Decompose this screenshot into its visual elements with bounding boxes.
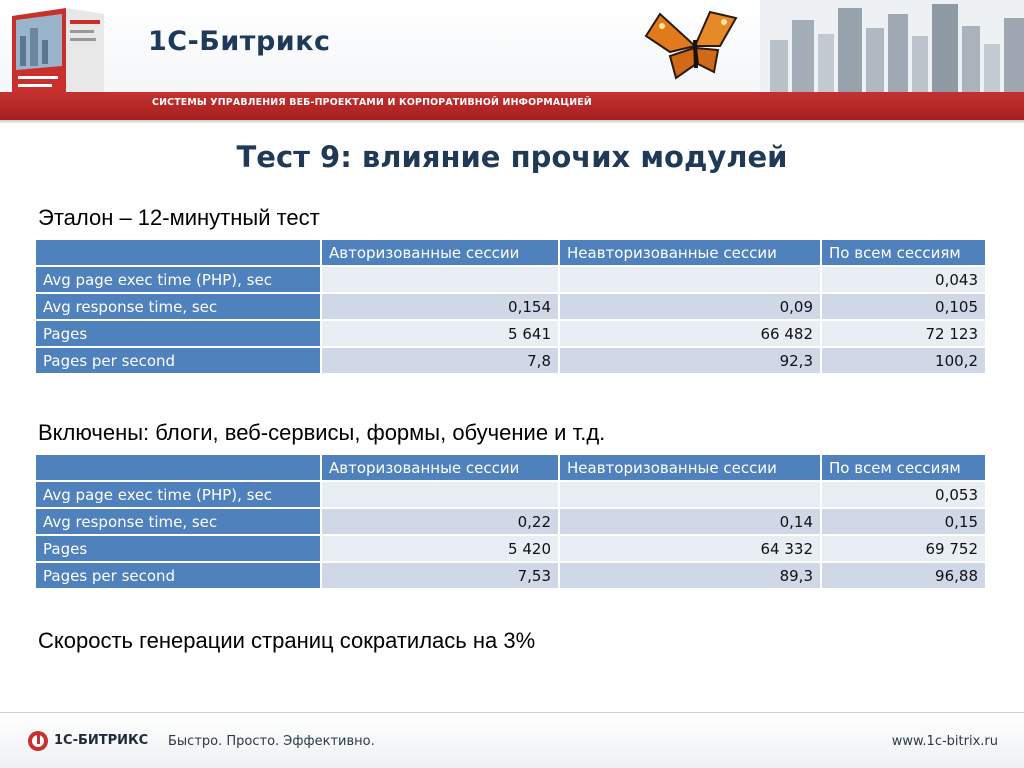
column-header: Авторизованные сессии [322, 240, 560, 267]
table-row [36, 348, 987, 375]
section1-caption: Эталон – 12-минутный тест [38, 205, 320, 230]
table-cell: 89,3 [560, 563, 822, 590]
table-cell: 100,2 [822, 348, 987, 375]
table-cell: 66 482 [560, 321, 822, 348]
table-cell: 0,15 [822, 509, 987, 536]
table-cell: 96,88 [822, 563, 987, 590]
footer-brand: 1С-БИТРИКС [54, 733, 149, 748]
table-cell: 92,3 [560, 348, 822, 375]
slide-title: Тест 9: влияние прочих модулей [236, 140, 788, 174]
product-box-image [6, 6, 110, 92]
table-header-row [36, 455, 987, 482]
table-row [36, 267, 987, 294]
column-header: Неавторизованные сессии [560, 455, 822, 482]
column-header [36, 240, 322, 267]
butterfly-image [640, 6, 750, 86]
table-cell: 5 641 [322, 321, 560, 348]
table-row [36, 536, 987, 563]
table-cell: 0,09 [560, 294, 822, 321]
brand-logo-text: 1С-Битрикс [148, 26, 331, 57]
bitrix-logo-icon [27, 730, 49, 752]
column-header: Авторизованные сессии [322, 455, 560, 482]
table-cell: 7,53 [322, 563, 560, 590]
footer-url-link[interactable]: www.1c-bitrix.ru [891, 734, 998, 749]
footer-bar [0, 713, 1024, 768]
table-cell: 64 332 [560, 536, 822, 563]
column-header [36, 455, 322, 482]
column-header: По всем сессиям [822, 455, 987, 482]
column-header: Неавторизованные сессии [560, 240, 822, 267]
table-row [36, 563, 987, 590]
band-shadow [0, 120, 1024, 124]
row-label: Pages [36, 321, 322, 348]
table-cell: 0,043 [822, 267, 987, 294]
table-row [36, 509, 987, 536]
table-cell: 7,8 [322, 348, 560, 375]
table-cell: 0,22 [322, 509, 560, 536]
table-cell: 0,053 [822, 482, 987, 509]
table-cell: 72 123 [822, 321, 987, 348]
row-label: Avg page exec time (PHP), sec [36, 482, 322, 509]
results-table-baseline [36, 240, 987, 375]
table-cell: 69 752 [822, 536, 987, 563]
table-cell: 0,14 [560, 509, 822, 536]
table-cell [560, 482, 822, 509]
footer-slogan: Быстро. Просто. Эффективно. [168, 734, 375, 749]
row-label: Pages per second [36, 348, 322, 375]
table-cell [322, 482, 560, 509]
header-banner [0, 0, 1024, 92]
table-row [36, 321, 987, 348]
row-label: Avg response time, sec [36, 509, 322, 536]
table-cell: 0,154 [322, 294, 560, 321]
table-cell [560, 267, 822, 294]
results-table-modules [36, 455, 987, 590]
header-tagline: СИСТЕМЫ УПРАВЛЕНИЯ ВЕБ-ПРОЕКТАМИ И КОРПОРАТИВНОЙ ИНФОРМАЦИЕЙ [152, 97, 592, 108]
row-label: Avg response time, sec [36, 294, 322, 321]
row-label: Pages [36, 536, 322, 563]
column-header: По всем сессиям [822, 240, 987, 267]
table-cell: 5 420 [322, 536, 560, 563]
conclusion-text: Скорость генерации страниц сократилась на 3% [38, 628, 536, 653]
table-row [36, 294, 987, 321]
row-label: Pages per second [36, 563, 322, 590]
row-label: Avg page exec time (PHP), sec [36, 267, 322, 294]
table-header-row [36, 240, 987, 267]
table-row [36, 482, 987, 509]
section2-caption: Включены: блоги, веб-сервисы, формы, обучение и т.д. [38, 420, 606, 445]
city-skyline-image [760, 0, 1024, 92]
table-cell [322, 267, 560, 294]
table-cell: 0,105 [822, 294, 987, 321]
